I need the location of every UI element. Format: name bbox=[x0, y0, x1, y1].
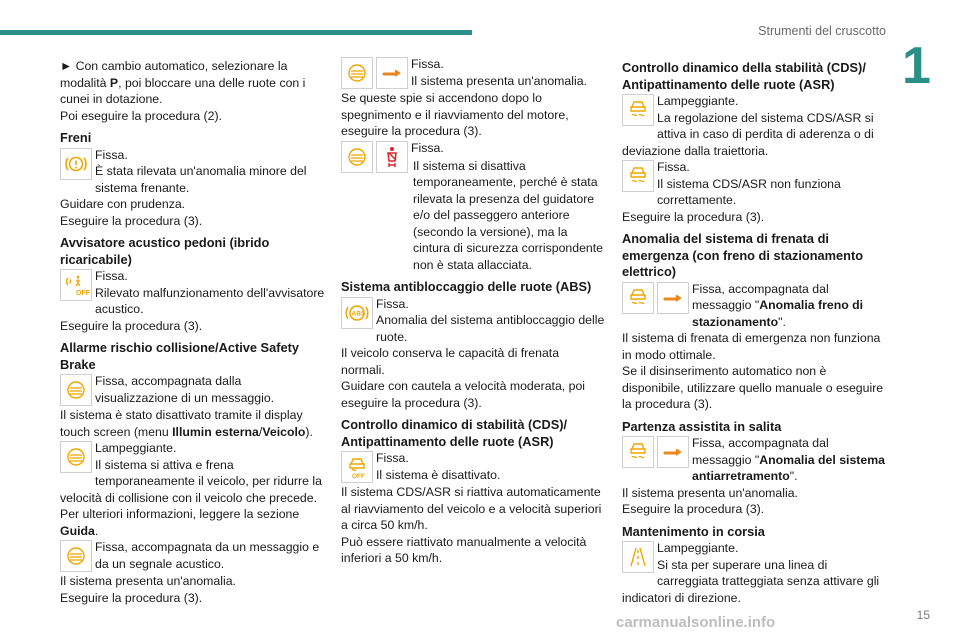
pedestrian-alert-off-icon bbox=[60, 269, 92, 301]
text: Il sistema presenta un'anomalia. bbox=[60, 574, 236, 588]
text: Eseguire la procedura (3). bbox=[60, 318, 203, 333]
text: Il veicolo conserva le capacità di frenata normali. bbox=[341, 346, 560, 377]
intro-paragraph: ► Con cambio automatico, selezionare la modalità P, poi bloccare una delle ruote con i cunei in dotazione. bbox=[60, 59, 306, 106]
stability-control-icon bbox=[622, 160, 654, 192]
stability-control-icon bbox=[622, 436, 654, 468]
watermark: carmanualsonline.info bbox=[616, 614, 776, 631]
text: Si sta per superare una linea di carreggiata tratteggiata senza attivare gli indicatori di direzione. bbox=[622, 557, 880, 605]
text: Lampeggiante. bbox=[657, 94, 739, 108]
text: Fissa. bbox=[657, 160, 690, 174]
text: Se queste spie si accendono dopo lo spegnimento e il riavviamento del motore, eseguire la procedura (3). bbox=[341, 91, 569, 138]
text: Il sistema CDS/ASR si riattiva automaticamente al riavviamento del veicolo e a velocità superiori a circa 50 km/h. bbox=[341, 485, 602, 532]
text: Eseguire la procedura (3). bbox=[60, 213, 203, 228]
abs-icon bbox=[341, 297, 373, 329]
text: Fissa. bbox=[95, 147, 128, 162]
collision-alert-icon bbox=[60, 441, 92, 473]
text: Il sistema CDS/ASR non funziona correttamente. bbox=[657, 176, 841, 207]
lane-keeping-icon bbox=[622, 541, 654, 573]
wrench-icon bbox=[657, 282, 689, 314]
heading-cds-2: Controllo dinamico della stabilità (CDS)/ Antipattinamento delle ruote (ASR) bbox=[622, 60, 866, 92]
page-number: 15 bbox=[916, 608, 930, 622]
text: Il sistema presenta un'anomalia. bbox=[411, 73, 587, 88]
text: Il sistema è disattivato. bbox=[376, 467, 501, 482]
text: Può essere riattivato manualmente a velocità inferiori a 50 km/h. bbox=[341, 534, 587, 565]
stability-control-icon bbox=[622, 94, 654, 126]
text: Il sistema di frenata di emergenza non funziona in modo ottimale. bbox=[622, 331, 881, 362]
text: Il sistema presenta un'anomalia. bbox=[622, 485, 798, 500]
text: Fissa. bbox=[376, 451, 409, 465]
wrench-icon bbox=[376, 57, 408, 89]
header-accent-bar bbox=[0, 30, 472, 35]
collision-alert-icon bbox=[60, 374, 92, 406]
stability-control-icon bbox=[622, 282, 654, 314]
collision-alert-icon bbox=[60, 540, 92, 572]
chapter-number: 1 bbox=[902, 37, 931, 95]
text: Fissa, accompagnata dalla visualizzazione di un messaggio. bbox=[95, 374, 275, 405]
column-3 bbox=[622, 60, 888, 606]
text: Rilevato malfunzionamento dell'avvisatore acustico. bbox=[95, 285, 325, 316]
text: Fissa. bbox=[411, 140, 444, 155]
collision-alert-icon bbox=[341, 141, 373, 173]
text: Lampeggiante. bbox=[95, 441, 177, 455]
heading-cds: Controllo dinamico di stabilità (CDS)/ Antipattinamento delle ruote (ASR) bbox=[341, 417, 568, 449]
text: Guidare con cautela a velocità moderata, poi eseguire la procedura (3). bbox=[341, 379, 586, 410]
svg-text:OFF: OFF bbox=[76, 290, 90, 297]
text: Il sistema si attiva e frena temporaneamente il veicolo, per ridurre la velocità di collisione con il veicolo che precede. bbox=[60, 457, 322, 505]
heading-mantenimento: Mantenimento in corsia bbox=[622, 523, 765, 539]
text: È stata rilevata un'anomalia minore del sistema frenante. bbox=[95, 164, 307, 195]
text: La regolazione del sistema CDS/ASR si attiva in caso di perdita di aderenza o di deviazione dalla traiettoria. bbox=[622, 110, 874, 158]
text: Se il disinserimento automatico non è disponibile, utilizzare quello manuale o eseguire la procedura (3). bbox=[622, 364, 884, 411]
section-title: Strumenti del cruscotto bbox=[758, 24, 886, 38]
text: Eseguire la procedura (3). bbox=[60, 590, 203, 605]
wrench-icon bbox=[657, 436, 689, 468]
column-2 bbox=[341, 56, 606, 567]
text: Il sistema è stato disattivato tramite il display touch screen (menu Illumin esterna/Veicolo). bbox=[60, 408, 313, 439]
text: Il sistema si disattiva temporaneamente, perché è stata rilevata la presenza del guidatore e/o del passeggero anteriore (secondo la versione), ma la cintura di sicurezza corrispondente non è stata allacciata. bbox=[413, 158, 604, 272]
heading-frenata-emergenza: Anomalia del sistema di frenata di emergenza (con freno di stazionamento elettrico) bbox=[622, 231, 864, 279]
heading-partenza: Partenza assistita in salita bbox=[622, 418, 782, 434]
collision-alert-icon bbox=[341, 57, 373, 89]
svg-text:OFF: OFF bbox=[352, 473, 365, 480]
text: Guidare con prudenza. bbox=[60, 197, 186, 211]
text: Eseguire la procedura (3). bbox=[622, 502, 765, 516]
text: Eseguire la procedura (3). bbox=[622, 209, 765, 224]
seatbelt-icon bbox=[376, 141, 408, 173]
column-1 bbox=[60, 58, 326, 606]
brake-warning-icon bbox=[60, 148, 92, 180]
text: Fissa, accompagnata dal messaggio "Anomalia freno di stazionamento". bbox=[692, 281, 864, 329]
text: Anomalia del sistema antibloccaggio delle ruote. bbox=[376, 313, 605, 344]
heading-allarme: Allarme rischio collisione/Active Safety Brake bbox=[60, 340, 299, 372]
intro-procedure: Poi eseguire la procedura (2). bbox=[60, 108, 222, 123]
text: Fissa. bbox=[411, 57, 444, 71]
text: Fissa. bbox=[376, 296, 409, 311]
stability-off-icon bbox=[341, 451, 373, 483]
heading-avvisatore: Avvisatore acustico pedoni (ibrido ricaricabile) bbox=[60, 235, 270, 267]
text: Fissa. bbox=[95, 269, 128, 283]
text: Fissa, accompagnata dal messaggio "Anomalia del sistema antiarretramento". bbox=[692, 436, 885, 483]
svg-text:ABS: ABS bbox=[351, 310, 366, 317]
heading-freni: Freni bbox=[60, 130, 92, 145]
heading-abs: Sistema antibloccaggio delle ruote (ABS) bbox=[341, 279, 592, 294]
text: Fissa, accompagnata da un messaggio e da un segnale acustico. bbox=[95, 540, 320, 571]
text: Lampeggiante. bbox=[657, 541, 739, 555]
text: Per ulteriori informazioni, leggere la sezione Guida. bbox=[60, 507, 300, 538]
